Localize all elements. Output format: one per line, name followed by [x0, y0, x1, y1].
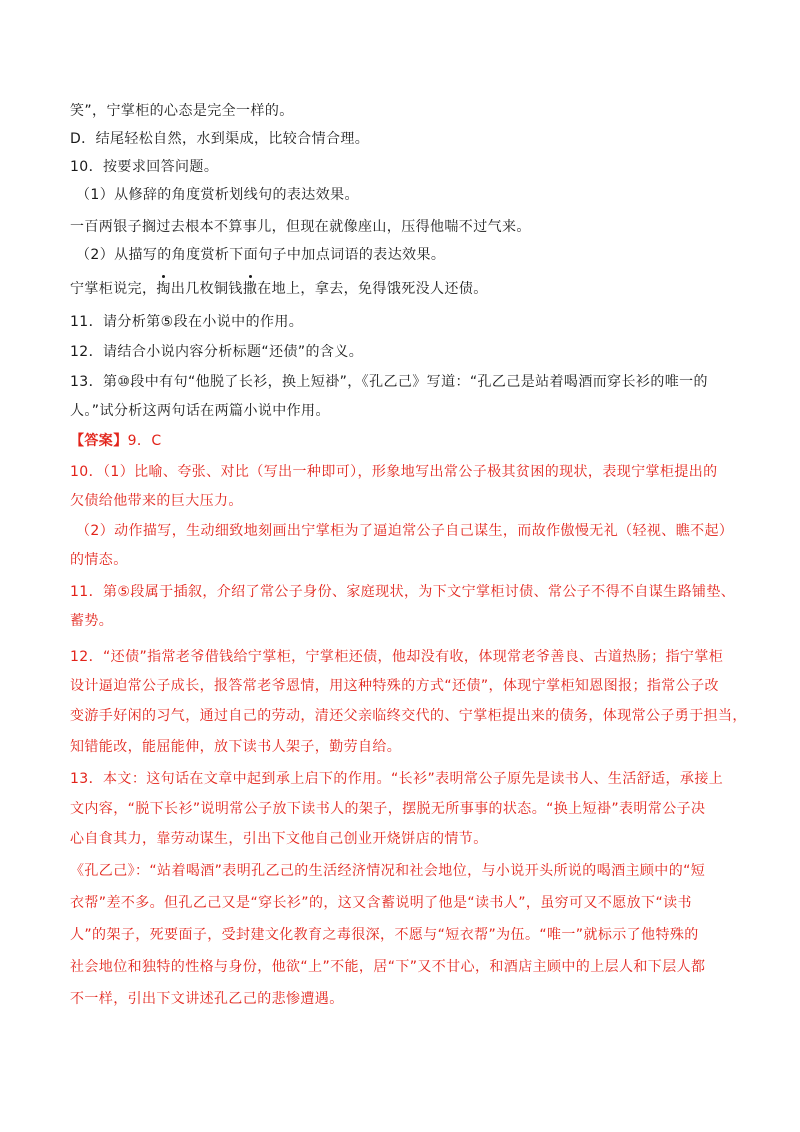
answer-13-line-1: 13．本文：这句话在文章中起到承上启下的作用。“长衫”表明常公子原先是读书人、生活舒适，承接上: [70, 771, 724, 787]
dotted-word-tao: 掏: [156, 281, 171, 297]
answer-12-line-4: 知错能改，能屈能伸，放下读书人架子，勤劳自给。: [70, 739, 402, 755]
answer-13-line-2: 文内容，“脱下长衫”说明常公子放下读书人的架子，摆脱无所事事的状态。“换上短褂”表明常公子决: [70, 801, 706, 817]
sentence-segment: 在地上，拿去，免得饿死没人还债。: [257, 281, 488, 297]
answer-10-line-4: 的情态。: [70, 552, 128, 568]
answer-13-line-7: 社会地位和独特的性格与身份，他欲“上”不能，居“下”又不甘心，和酒店主顾中的上层人和下层人都: [70, 959, 706, 975]
underlined-sentence: 一百两银子搁过去根本不算事儿，但现在就像座山，压得他喘不过气来。: [70, 219, 531, 235]
option-d: D．结尾轻松自然，水到渠成，比较合情合理。: [70, 131, 370, 147]
answer-13-line-3: 心自食其力，靠劳动谋生，引出下文他自己创业开烧饼店的情节。: [70, 831, 488, 847]
answer-12-line-3: 变游手好闲的习气，通过自己的劳动，清还父亲临终交代的、宁掌柜提出来的债务，体现常公子勇于担当，: [70, 708, 747, 724]
question-13-line-2: 人。”试分析这两句话在两篇小说中作用。: [70, 403, 330, 419]
answer-10-line-2: 欠债给他带来的巨大压力。: [70, 493, 243, 509]
question-10-part-1: （1）从修辞的角度赏析划线句的表达效果。: [76, 187, 359, 203]
answer-tag: 【答案】: [70, 433, 128, 449]
question-12: 12．请结合小说内容分析标题“还债”的含义。: [70, 344, 364, 360]
question-13-line-1: 13．第⑩段中有句“他脱了长衫，换上短褂”，《孔乙己》写道：“孔乙己是站着喝酒而穿长衫的唯一的: [70, 374, 708, 390]
sentence-segment: 出几枚铜钱: [170, 281, 243, 297]
answer-13-line-5: 衣帮”差不多。但孔乙己又是“穿长衫”的，这又含蓄说明了他是“读书人”，虽穷可又不愿放下“读书: [70, 895, 692, 911]
answer-10-line-3: （2）动作描写，生动细致地刻画出宁掌柜为了逼迫常公子自己谋生，而故作傲慢无礼（轻视、瞧不起）: [76, 523, 734, 539]
dotted-word-sa: 撒: [242, 281, 258, 297]
question-10: 10．按要求回答问题。: [70, 159, 219, 175]
answer-13-line-6: 人”的架子，死要面子，受封建文化教育之毒很深，不愿与“短衣帮”为伍。“唯一”就标示了他特殊的: [70, 927, 699, 943]
answer-10-line-1: 10．（1）比喻、夸张、对比（写出一种即可），形象地写出常公子极其贫困的现状，表现宁掌柜提出的: [70, 464, 718, 480]
dotted-word-sentence: [70, 279, 730, 299]
answer-11-line-1: 11．第⑤段属于插叙，介绍了常公子身份、家庭现状，为下文宁掌柜讨债、常公子不得不自谋生路铺垫、: [70, 584, 736, 600]
answer-12-line-2: 设计逼迫常公子成长，报答常老爷恩情，用这种特殊的方式“还债”，体现宁掌柜知恩图报；指常公子改: [70, 678, 719, 694]
question-11: 11．请分析第⑤段在小说中的作用。: [70, 314, 304, 330]
answer-12-line-1: 12．“还债”指常老爷借钱给宁掌柜，宁掌柜还债，他却没有收，体现常老爷善良、古道热肠；指宁掌柜: [70, 649, 724, 665]
answer-11-line-2: 蓄势。: [70, 613, 114, 629]
answer-9: [70, 431, 730, 451]
answer-9-text: 9．C: [127, 433, 162, 449]
answer-13-line-4: 《孔乙己》：“站着喝酒”表明孔乙己的生活经济情况和社会地位，与小说开头所说的喝酒主顾中的“短: [70, 863, 706, 879]
sentence-segment: 宁掌柜说完，: [70, 281, 157, 297]
answer-13-line-8: 不一样，引出下文讲述孔乙己的悲惨遭遇。: [70, 991, 344, 1007]
question-10-part-2: （2）从描写的角度赏析下面句子中加点词语的表达效果。: [76, 247, 446, 263]
option-c-continuation: 笑”，宁掌柜的心态是完全一样的。: [70, 103, 294, 119]
